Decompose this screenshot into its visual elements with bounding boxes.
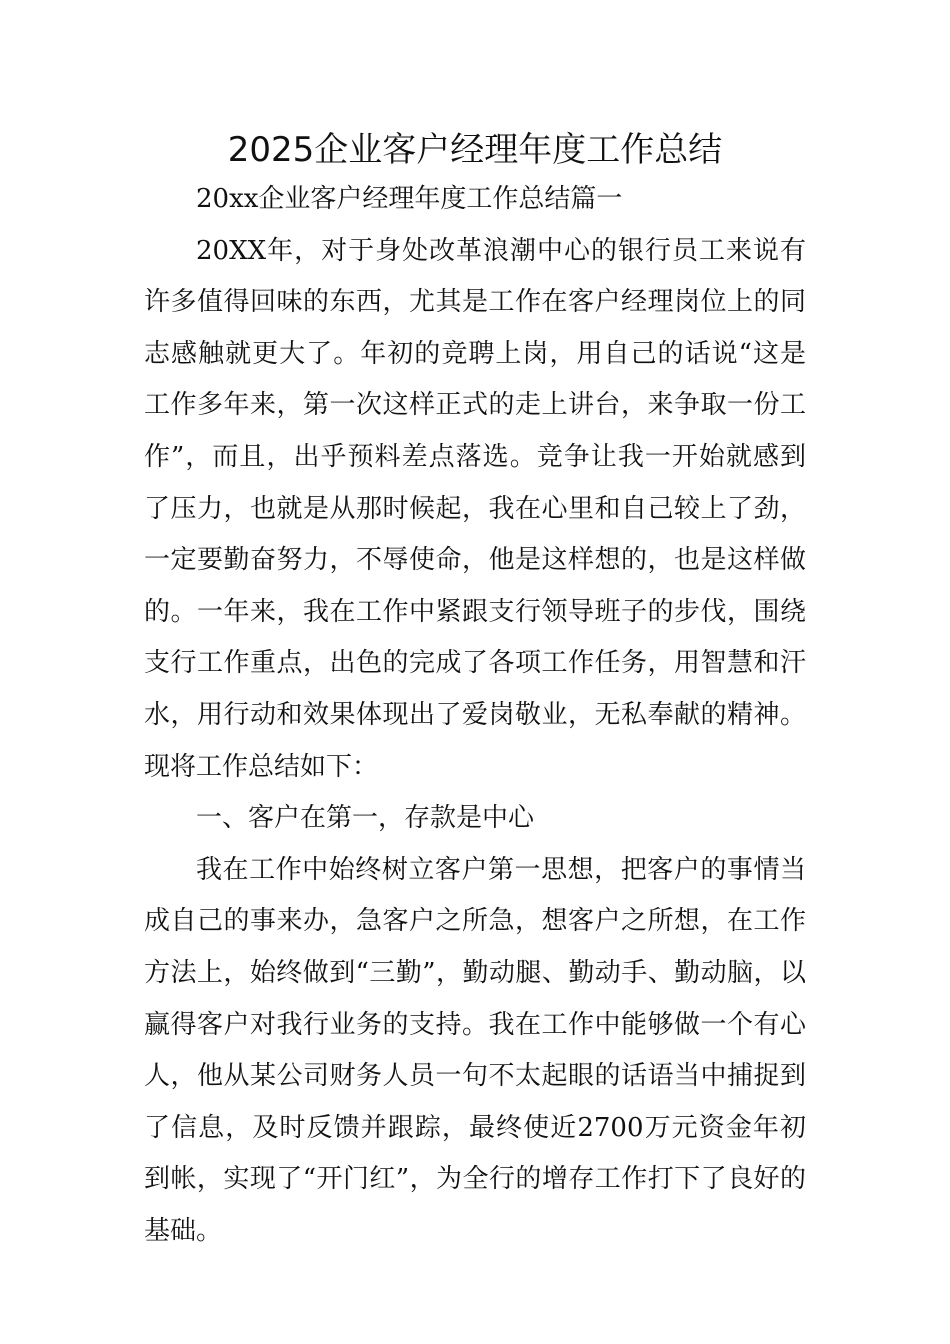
document-title: 2025企业客户经理年度工作总结: [227, 130, 723, 170]
body-paragraph: 我在工作中始终树立客户第一思想，把客户的事情当成自己的事来办，急客户之所急，想客户之所想，在工作方法上，始终做到“三勤”，勤动腿、勤动手、勤动脑，以赢得客户对我行业务的支持。我在工作中能够做一个有心人，他从某公司财务人员一句不太起眼的话语当中捕捉到了信息，及时反馈并跟踪，最终使近2700万元资金年初到帐，实现了“开门红”，为全行的增存工作打下了良好的基础。: [144, 854, 806, 1246]
section-heading: 20xx企业客户经理年度工作总结篇一: [196, 184, 623, 214]
body-paragraph: 20XX年，对于身处改革浪潮中心的银行员工来说有许多值得回味的东西，尤其是工作在客户经理岗位上的同志感触就更大了。年初的竞聘上岗，用自己的话说“这是工作多年来，第一次这样正式的走上讲台，来争取一份工作”，而且，出乎预料差点落选。竞争让我一开始就感到了压力，也就是从那时候起，我在心里和自己较上了劲，一定要勤奋努力，不辱使命，他是这样想的，也是这样做的。一年来，我在工作中紧跟支行领导班子的步伐，围绕支行工作重点，出色的完成了各项工作任务，用智慧和汗水，用行动和效果体现出了爱岗敬业，无私奉献的精神。现将工作总结如下：: [144, 235, 806, 782]
document-body: [144, 174, 806, 1257]
subsection-heading: 一、客户在第一，存款是中心: [196, 803, 535, 834]
